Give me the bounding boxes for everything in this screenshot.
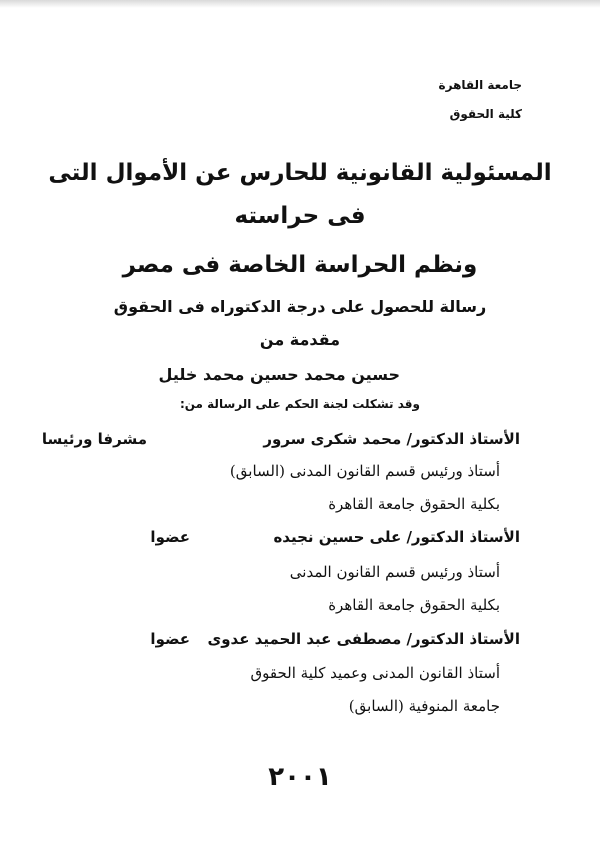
scan-edge-shadow — [0, 0, 600, 8]
member-2-line-2: بكلية الحقوق جامعة القاهرة — [328, 596, 500, 614]
member-3-line-2: جامعة المنوفية (السابق) — [348, 697, 500, 715]
title-line-3: ونظم الحراسة الخاصة فى مصر — [122, 252, 478, 278]
member-2-line-1: أستاذ ورئيس قسم القانون المدنى — [289, 563, 500, 581]
year: ٢٠٠١ — [268, 762, 332, 792]
university-name: جامعة القاهرة — [438, 78, 522, 92]
member-1-name: الأستاذ الدكتور/ محمد شكرى سرور — [263, 430, 520, 448]
faculty-name: كلية الحقوق — [449, 107, 522, 121]
member-3-line-1: أستاذ القانون المدنى وعميد كلية الحقوق — [250, 664, 500, 682]
member-3-name: الأستاذ الدكتور/ مصطفى عبد الحميد عدوى — [207, 630, 520, 648]
presented-by: مقدمة من — [259, 330, 341, 349]
title-line-2: فى حراسته — [234, 203, 366, 229]
author-name: حسين محمد حسين محمد خليل — [158, 365, 400, 384]
degree-purpose: رسالة للحصول على درجة الدكتوراه فى الحقوق — [113, 297, 487, 316]
member-2-name: الأستاذ الدكتور/ على حسين نجيده — [273, 528, 520, 546]
member-2-role: عضوا — [150, 528, 190, 546]
member-1-role: مشرفا ورئيسا — [41, 430, 147, 448]
member-1-line-1: أستاذ ورئيس قسم القانون المدنى (السابق) — [229, 462, 500, 480]
member-1-line-2: بكلية الحقوق جامعة القاهرة — [328, 495, 500, 513]
title-line-1: المسئولية القانونية للحارس عن الأموال التى — [48, 160, 552, 186]
member-3-role: عضوا — [150, 630, 190, 648]
committee-intro: وقد تشكلت لجنة الحكم على الرسالة من: — [179, 397, 420, 411]
